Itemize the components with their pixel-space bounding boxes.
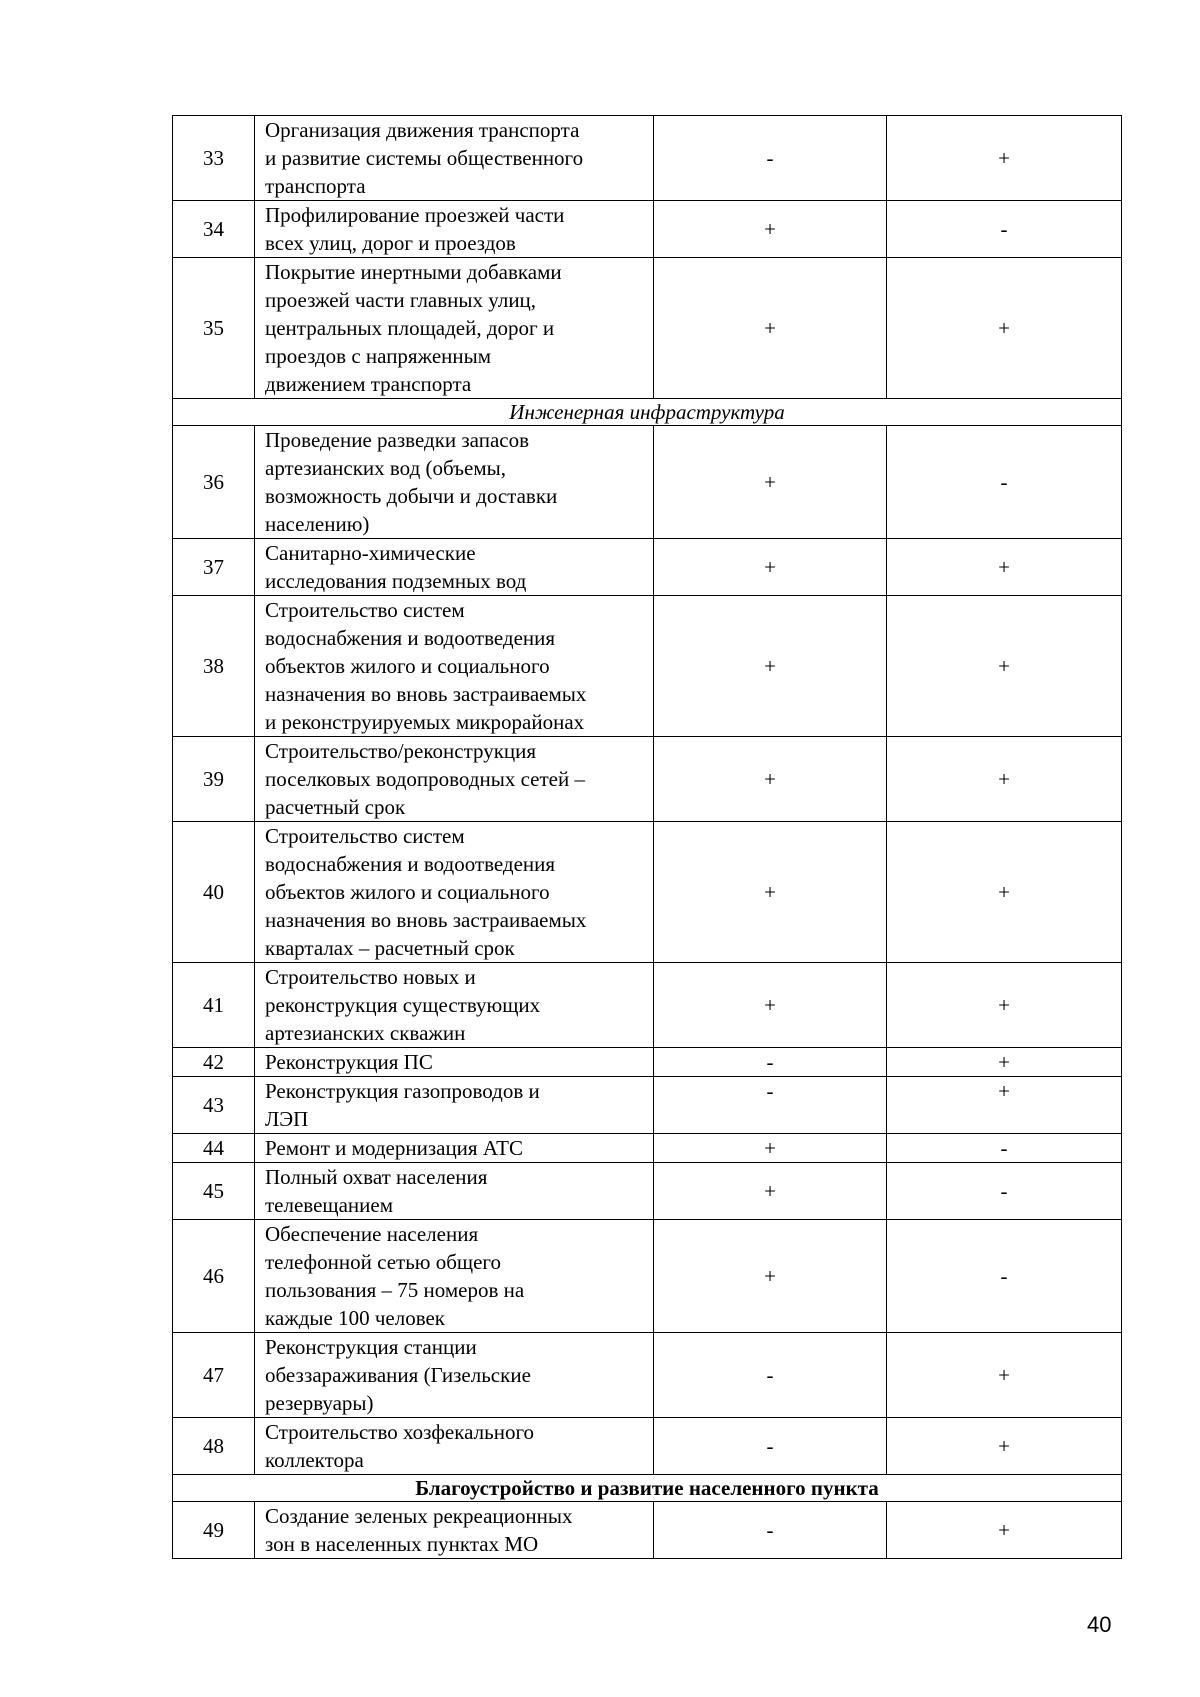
description-line: Реконструкция ПС (265, 1050, 433, 1074)
measure-description (255, 1502, 654, 1559)
mark-column-4: + (887, 539, 1122, 596)
mark-column-3: + (654, 258, 887, 399)
table-row (173, 1077, 1122, 1134)
description-line: всех улиц, дорог и проездов (265, 231, 516, 255)
row-number: 35 (173, 258, 255, 399)
table-row (173, 596, 1122, 737)
description-line: каждые 100 человек (265, 1306, 446, 1330)
mark-column-4: + (887, 1502, 1122, 1559)
table-row (173, 1220, 1122, 1333)
row-number: 40 (173, 822, 255, 963)
mark-column-3: + (654, 963, 887, 1048)
measure-description (255, 258, 654, 399)
mark-column-4: - (887, 1220, 1122, 1333)
description-line: Санитарно-химические (265, 541, 476, 565)
measure-description (255, 539, 654, 596)
row-number: 39 (173, 737, 255, 822)
table-row (173, 1134, 1122, 1163)
measures-table (172, 115, 1122, 1559)
mark-column-4: + (887, 822, 1122, 963)
mark-column-3: + (654, 1163, 887, 1220)
description-line: проездов с напряженным (265, 344, 492, 368)
description-line: объектов жилого и социального (265, 880, 550, 904)
row-number: 48 (173, 1418, 255, 1475)
description-line: транспорта (265, 174, 366, 198)
table-row (173, 1502, 1122, 1559)
description-line: телевещанием (265, 1193, 393, 1217)
measure-description (255, 822, 654, 963)
row-number: 45 (173, 1163, 255, 1220)
mark-column-3: + (654, 539, 887, 596)
description-line: Строительство/реконструкция (265, 739, 537, 763)
description-line: обеззараживания (Гизельские (265, 1363, 531, 1387)
mark-column-4: + (887, 1048, 1122, 1077)
description-line: поселковых водопроводных сетей – (265, 767, 585, 791)
row-number: 41 (173, 963, 255, 1048)
description-line: движением транспорта (265, 372, 472, 396)
mark-column-3: - (654, 1333, 887, 1418)
description-line: Обеспечение населения (265, 1222, 479, 1246)
section-title: Инженерная инфраструктура (173, 399, 1122, 426)
mark-column-4: - (887, 426, 1122, 539)
mark-column-4: - (887, 201, 1122, 258)
measures-table-body (173, 116, 1122, 1559)
description-line: коллектора (265, 1448, 364, 1472)
description-line: водоснабжения и водоотведения (265, 626, 556, 650)
table-row (173, 822, 1122, 963)
description-line: возможность добычи и доставки (265, 484, 558, 508)
mark-column-4: + (887, 737, 1122, 822)
row-number: 49 (173, 1502, 255, 1559)
description-line: реконструкция существующих (265, 993, 541, 1017)
measure-description (255, 1418, 654, 1475)
table-row (173, 963, 1122, 1048)
description-line: населению) (265, 512, 370, 536)
description-line: Создание зеленых рекреационных (265, 1504, 573, 1528)
row-number: 47 (173, 1333, 255, 1418)
table-row (173, 426, 1122, 539)
measure-description (255, 1048, 654, 1077)
table-row (173, 116, 1122, 201)
row-number: 44 (173, 1134, 255, 1163)
description-line: Организация движения транспорта (265, 118, 580, 142)
mark-column-3: - (654, 1502, 887, 1559)
measure-description (255, 1163, 654, 1220)
mark-column-3: - (654, 1077, 887, 1134)
section-header-row (173, 399, 1122, 426)
row-number: 37 (173, 539, 255, 596)
mark-column-3: + (654, 201, 887, 258)
mark-column-4: + (887, 963, 1122, 1048)
mark-column-4: + (887, 258, 1122, 399)
description-line: исследования подземных вод (265, 569, 527, 593)
mark-column-4: + (887, 1077, 1122, 1134)
mark-column-3: + (654, 1220, 887, 1333)
description-line: телефонной сетью общего (265, 1250, 501, 1274)
description-line: пользования – 75 номеров на (265, 1278, 525, 1302)
table-row (173, 1163, 1122, 1220)
description-line: Реконструкция станции (265, 1335, 477, 1359)
description-line: Строительство систем (265, 598, 465, 622)
table-row (173, 1418, 1122, 1475)
description-line: назначения во вновь застраиваемых (265, 682, 587, 706)
description-line: зон в населенных пунктах МО (265, 1532, 539, 1556)
measure-description (255, 596, 654, 737)
description-line: Строительство хозфекального (265, 1420, 535, 1444)
description-line: ЛЭП (265, 1107, 309, 1131)
mark-column-4: + (887, 1418, 1122, 1475)
description-line: объектов жилого и социального (265, 654, 550, 678)
description-line: кварталах – расчетный срок (265, 936, 515, 960)
mark-column-4: - (887, 1163, 1122, 1220)
row-number: 46 (173, 1220, 255, 1333)
mark-column-4: + (887, 596, 1122, 737)
mark-column-3: - (654, 1418, 887, 1475)
description-line: и реконструируемых микрорайонах (265, 710, 585, 734)
table-row (173, 201, 1122, 258)
mark-column-3: + (654, 1134, 887, 1163)
table-row (173, 258, 1122, 399)
table-row (173, 737, 1122, 822)
row-number: 42 (173, 1048, 255, 1077)
measure-description (255, 1333, 654, 1418)
mark-column-4: + (887, 116, 1122, 201)
row-number: 34 (173, 201, 255, 258)
description-line: Реконструкция газопроводов и (265, 1079, 540, 1103)
description-line: Ремонт и модернизация АТС (265, 1136, 523, 1160)
description-line: Проведение разведки запасов (265, 428, 530, 452)
description-line: резервуары) (265, 1391, 374, 1415)
measure-description (255, 737, 654, 822)
section-title: Благоустройство и развитие населенного пункта (173, 1475, 1122, 1502)
description-line: и развитие системы общественного (265, 146, 584, 170)
description-line: водоснабжения и водоотведения (265, 852, 556, 876)
row-number: 43 (173, 1077, 255, 1134)
mark-column-3: - (654, 1048, 887, 1077)
mark-column-3: + (654, 426, 887, 539)
table-row (173, 1048, 1122, 1077)
mark-column-3: - (654, 116, 887, 201)
row-number: 36 (173, 426, 255, 539)
description-line: Строительство новых и (265, 965, 476, 989)
measure-description (255, 1134, 654, 1163)
description-line: Строительство систем (265, 824, 465, 848)
table-row (173, 539, 1122, 596)
mark-column-4: + (887, 1333, 1122, 1418)
measure-description (255, 201, 654, 258)
description-line: центральных площадей, дорог и (265, 316, 555, 340)
mark-column-3: + (654, 596, 887, 737)
measure-description (255, 116, 654, 201)
measure-description (255, 963, 654, 1048)
description-line: Полный охват населения (265, 1165, 488, 1189)
table-row (173, 1333, 1122, 1418)
description-line: Профилирование проезжей части (265, 203, 565, 227)
mark-column-3: + (654, 822, 887, 963)
section-header-row (173, 1475, 1122, 1502)
description-line: назначения во вновь застраиваемых (265, 908, 587, 932)
row-number: 38 (173, 596, 255, 737)
description-line: артезианских вод (объемы, (265, 456, 506, 480)
measure-description (255, 426, 654, 539)
description-line: артезианских скважин (265, 1021, 466, 1045)
description-line: расчетный срок (265, 795, 406, 819)
page-number: 40 (1087, 1612, 1112, 1637)
mark-column-3: + (654, 737, 887, 822)
measure-description (255, 1220, 654, 1333)
row-number: 33 (173, 116, 255, 201)
description-line: проезжей части главных улиц, (265, 288, 537, 312)
description-line: Покрытие инертными добавками (265, 260, 562, 284)
measure-description (255, 1077, 654, 1134)
mark-column-4: - (887, 1134, 1122, 1163)
